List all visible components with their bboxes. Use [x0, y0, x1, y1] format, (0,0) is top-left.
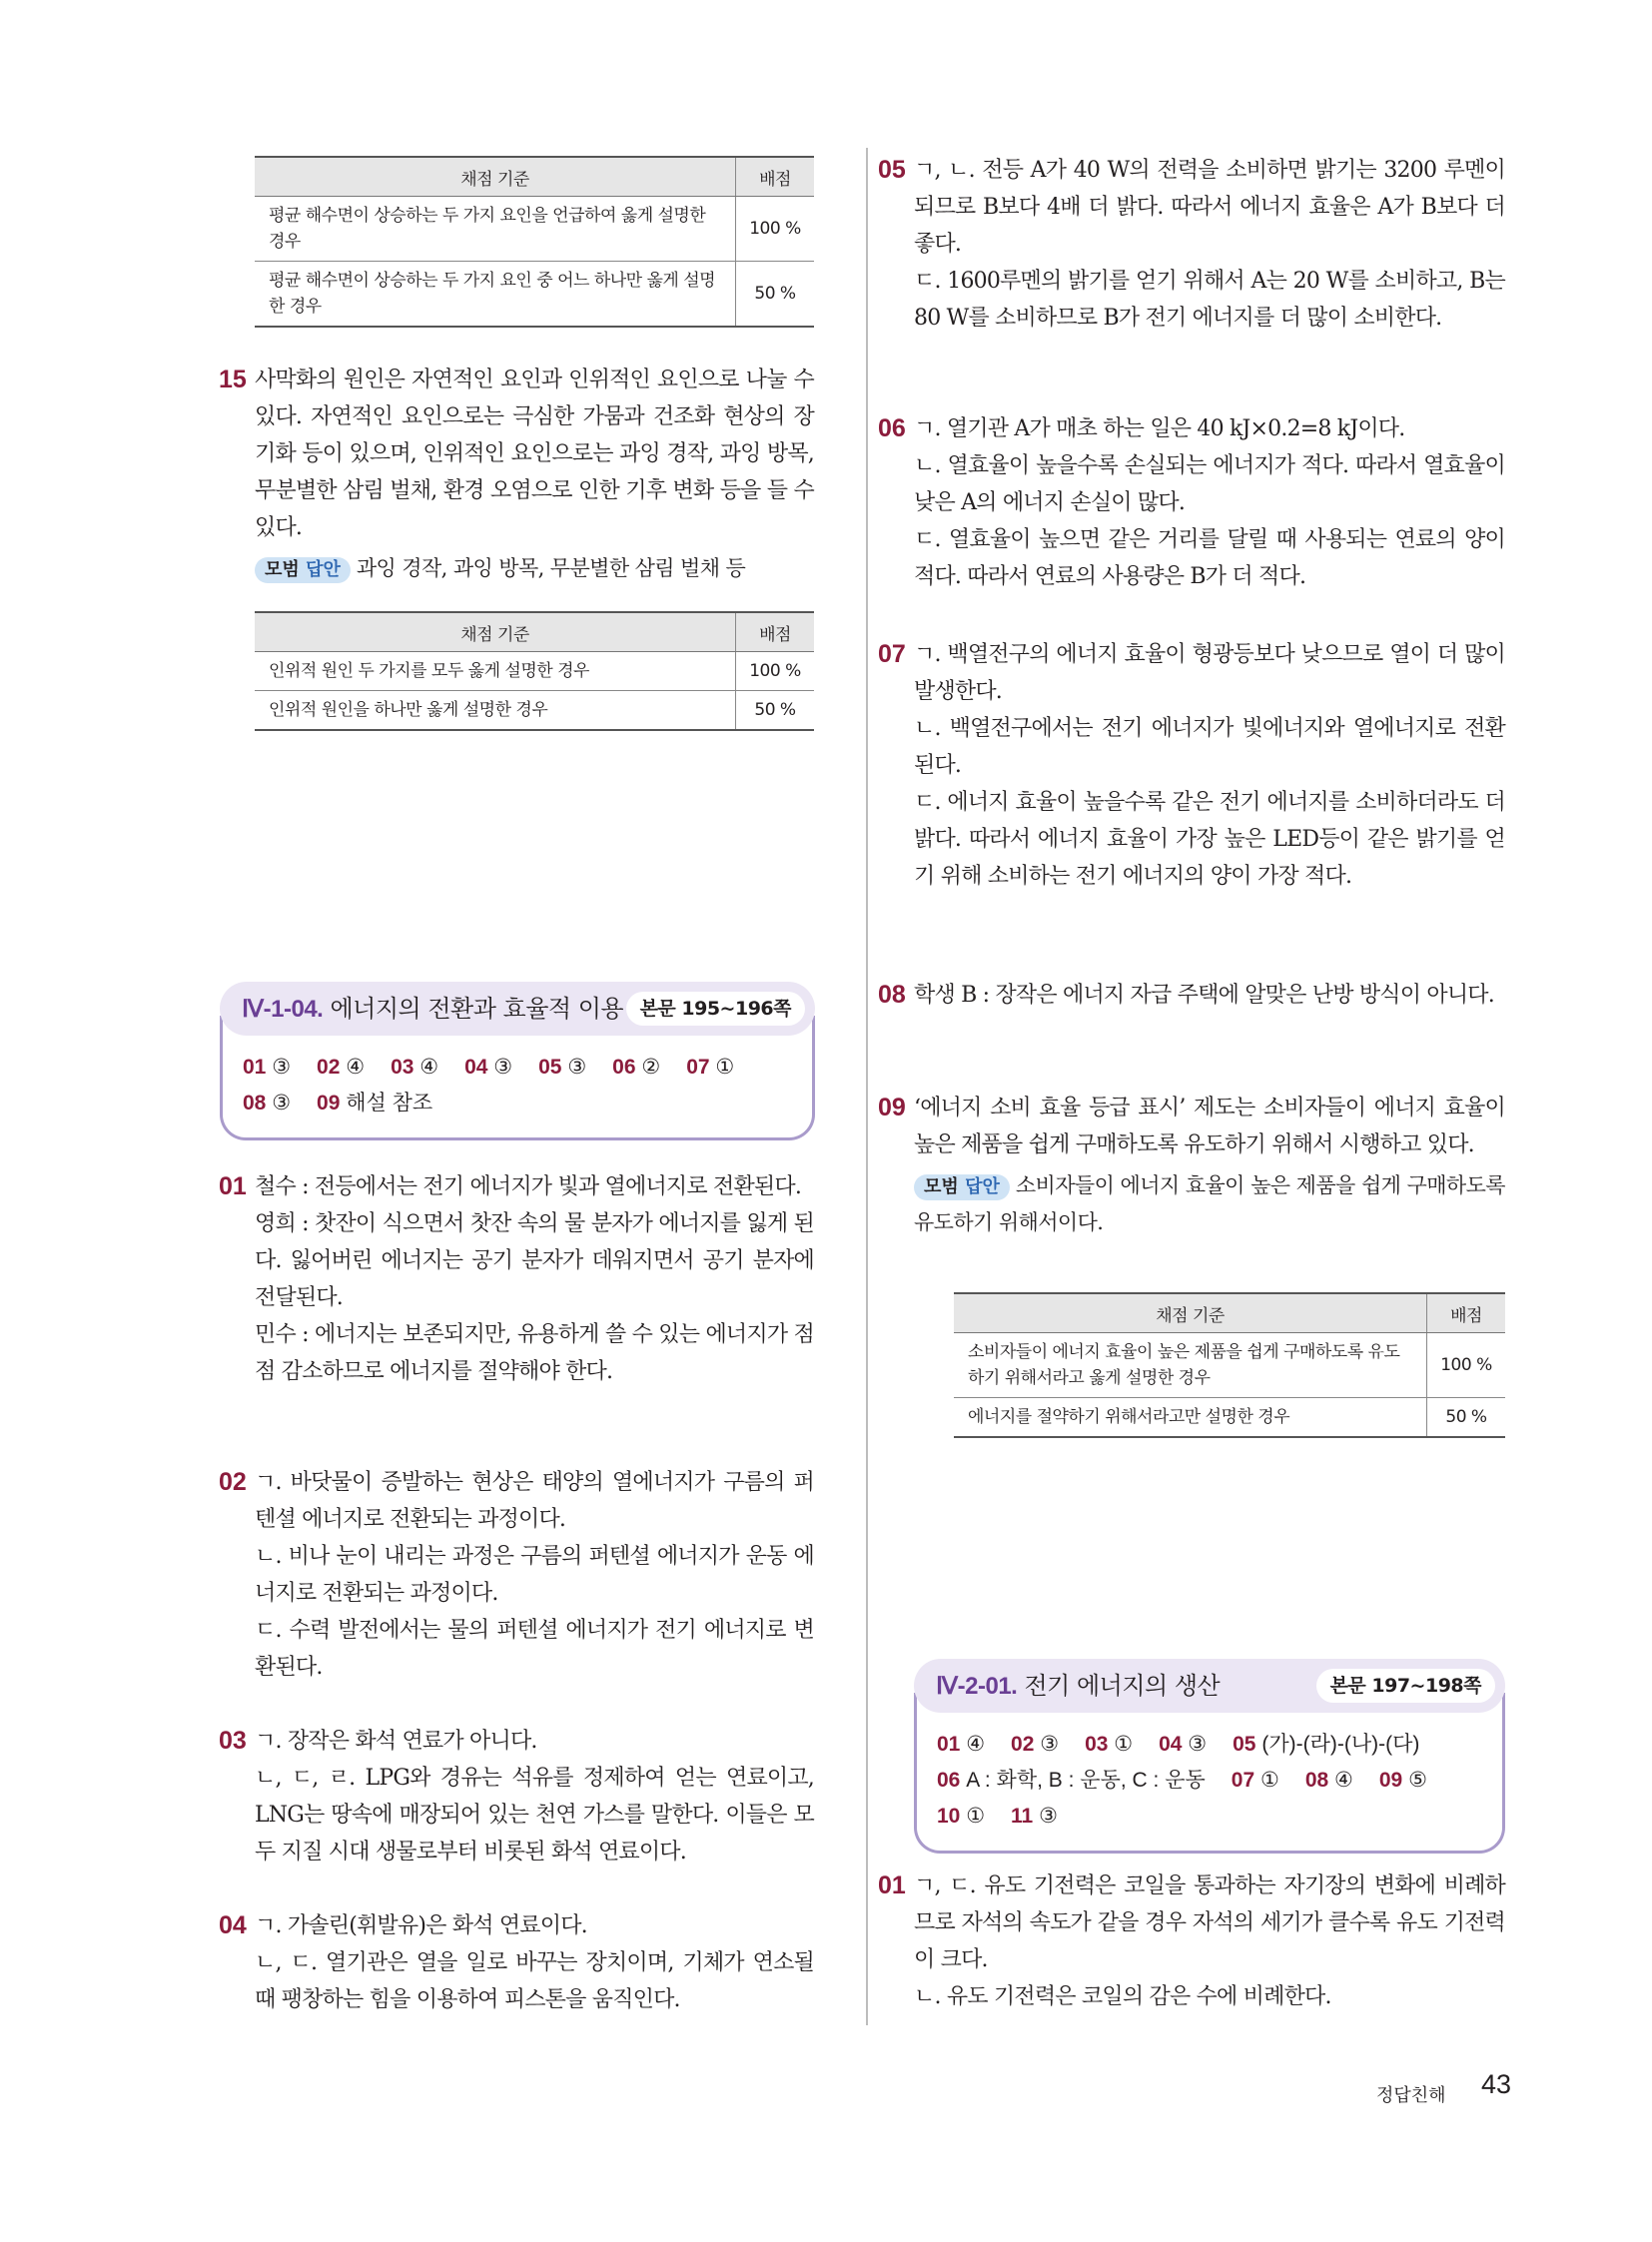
- explanation-line: ㄴ. 유도 기전력은 코일의 감은 수에 비례한다.: [914, 1984, 1331, 2009]
- answer-number: 06: [937, 1769, 967, 1792]
- question-number: 04: [219, 1911, 247, 1939]
- answer-number: 01: [937, 1733, 967, 1756]
- answer-value: ⑤: [1408, 1769, 1427, 1792]
- question-text: 사막화의 원인은 자연적인 요인과 인위적인 요인으로 나눌 수 있다. 자연적인 요인으로는 극심한 가뭄과 건조화 현상의 장기화 등이 있으며, 인위적인 요인으로는 과잉 경작, 과잉 방목, 무분별한 삼림 벌채, 환경 오염으로 인한 기후 변화 등을 들 수 있다.: [255, 368, 814, 540]
- answer-number: 06: [612, 1056, 642, 1079]
- question-08: [878, 977, 1505, 1014]
- answer-value: ①: [1114, 1733, 1134, 1756]
- explanation-line: ㄱ. 바닷물이 증발하는 현상은 태양의 열에너지가 구름의 퍼텐셜 에너지로 전환되는 과정이다.: [255, 1470, 814, 1532]
- answer-number: 09: [1378, 1769, 1409, 1792]
- table-cell-criteria: 평균 해수면이 상승하는 두 가지 요인 중 어느 하나만 옳게 설명한 경우: [255, 262, 736, 328]
- answer-item: [1379, 1763, 1427, 1799]
- scoring-table: [954, 1292, 1505, 1438]
- column-divider: [866, 148, 868, 2025]
- answer-item: [317, 1050, 365, 1086]
- answer-value: ④: [419, 1056, 439, 1079]
- answer-number: 05: [538, 1056, 568, 1079]
- answer-number: 04: [464, 1056, 494, 1079]
- answer-number: 04: [1159, 1733, 1189, 1756]
- question-07: [878, 636, 1505, 895]
- table-header-points: 배점: [736, 157, 815, 197]
- section-title: 에너지의 전환과 효율적 이용: [330, 995, 624, 1023]
- scoring-table: [255, 156, 814, 328]
- answer-item: [1011, 1727, 1059, 1763]
- answer-value: 해설 참조: [346, 1092, 433, 1115]
- answer-item: [686, 1050, 734, 1086]
- table-cell-points: 50 %: [736, 262, 815, 328]
- question-number: 01: [219, 1172, 247, 1200]
- table-header-points: 배점: [1427, 1293, 1506, 1333]
- answer-number: 02: [1011, 1733, 1041, 1756]
- question-number: 02: [219, 1468, 247, 1496]
- section-header: [914, 1659, 1505, 1713]
- table-row: [954, 1333, 1505, 1398]
- answer-item: [1232, 1763, 1279, 1799]
- answer-list: [914, 1693, 1505, 1854]
- model-answer-text: 과잉 경작, 과잉 방목, 무분별한 삼림 벌채 등: [356, 556, 746, 580]
- answer-value: ②: [641, 1056, 661, 1079]
- explanation-line: ㄴ. 비나 눈이 내리는 과정은 구름의 퍼텐셜 에너지가 운동 에너지로 전환되는 과정이다.: [255, 1544, 814, 1606]
- answer-number: 03: [391, 1056, 420, 1079]
- answer-number: 07: [686, 1056, 716, 1079]
- answer-value: ①: [966, 1805, 986, 1828]
- answer-item: [464, 1050, 512, 1086]
- explanation-line: ㄴ. 백열전구에서는 전기 에너지가 빛에너지와 열에너지로 전환된다.: [914, 716, 1505, 778]
- answer-value: ③: [567, 1056, 587, 1079]
- answer-value: ④: [1334, 1769, 1353, 1792]
- explanation-line: ㄱ, ㄴ. 전등 A가 40 W의 전력을 소비하면 밝기는 3200 루멘이 되므로 B보다 4배 더 밝다. 따라서 에너지 효율은 A가 B보다 더 좋다.: [914, 158, 1505, 257]
- question-09: [878, 1090, 1505, 1249]
- table-cell-criteria: 평균 해수면이 상승하는 두 가지 요인을 언급하여 옳게 설명한 경우: [255, 197, 736, 262]
- section-code: Ⅳ-2-01.: [936, 1673, 1018, 1700]
- model-answer: [914, 1167, 1505, 1241]
- answer-item: [1085, 1727, 1133, 1763]
- answer-value: ①: [715, 1056, 735, 1079]
- explanation-line: ㄷ. 1600루멘의 밝기를 얻기 위해서 A는 20 W를 소비하고, B는 80 W를 소비하므로 B가 전기 에너지를 더 많이 소비한다.: [914, 269, 1505, 331]
- answer-number: 09: [317, 1092, 347, 1115]
- table-row: [954, 1398, 1505, 1438]
- table-row: [255, 197, 814, 262]
- answer-value: ④: [346, 1056, 366, 1079]
- explanation-line: ㄷ. 열효율이 높으면 같은 거리를 달릴 때 사용되는 연료의 양이 적다. 따라서 연료의 사용량은 B가 더 적다.: [914, 527, 1505, 589]
- question-number: 03: [219, 1727, 247, 1755]
- explanation-line: ㄱ. 백열전구의 에너지 효율이 형광등보다 낮으므로 열이 더 많이 발생한다.: [914, 642, 1505, 704]
- section-answer-box: [914, 1659, 1505, 1854]
- question-number: 09: [878, 1094, 906, 1121]
- question-01-b: [878, 1868, 1505, 2015]
- explanation-line: ㄱ. 열기관 A가 매초 하는 일은 40 kJ×0.2=8 kJ이다.: [914, 416, 1405, 441]
- scoring-table-14: [255, 156, 814, 328]
- question-number: 15: [219, 366, 247, 393]
- answer-item: [937, 1799, 985, 1835]
- answer-value: ③: [272, 1056, 292, 1079]
- explanation-line: ㄷ. 에너지 효율이 높을수록 같은 전기 에너지를 소비하더라도 더 밝다. 따라서 에너지 효율이 가장 높은 LED등이 같은 밝기를 얻기 위해 소비하는 전기 에너지의 양이 가장 적다.: [914, 790, 1505, 889]
- question-number: 07: [878, 640, 906, 668]
- explanation-line: ㄱ, ㄷ. 유도 기전력은 코일을 통과하는 자기장의 변화에 비례하므로 자석의 속도가 같을 경우 자석의 세기가 클수록 유도 기전력이 크다.: [914, 1873, 1505, 1972]
- answer-value: A : 화학, B : 운동, C : 운동: [966, 1769, 1206, 1792]
- answer-item: [1305, 1763, 1353, 1799]
- answer-number: 07: [1231, 1769, 1260, 1792]
- section-header: [220, 982, 815, 1036]
- question-number: 06: [878, 414, 906, 442]
- answer-number: 10: [937, 1805, 967, 1828]
- question-number: 01: [878, 1871, 906, 1899]
- explanation-line: 학생 B : 장작은 에너지 자급 주택에 알맞은 난방 방식이 아니다.: [914, 983, 1494, 1008]
- answer-item: [1159, 1727, 1207, 1763]
- answer-number: 01: [243, 1056, 273, 1079]
- table-row: [255, 691, 814, 731]
- answer-item: [612, 1050, 660, 1086]
- table-cell-points: 50 %: [736, 691, 815, 731]
- answer-value: ③: [272, 1092, 292, 1115]
- model-answer-badge: 모범 답안: [255, 557, 351, 583]
- explanation-line: ㄷ. 수력 발전에서는 물의 퍼텐셜 에너지가 전기 에너지로 변환된다.: [255, 1618, 814, 1680]
- question-06: [878, 410, 1505, 595]
- table-cell-criteria: 인위적 원인 두 가지를 모두 옳게 설명한 경우: [255, 652, 736, 691]
- footer-book-label: 정답친해: [1376, 2085, 1446, 2106]
- explanation-line: ㄱ. 장작은 화석 연료가 아니다.: [255, 1729, 537, 1754]
- table-header-criteria: 채점 기준: [255, 157, 736, 197]
- answer-value: ①: [1260, 1769, 1279, 1792]
- answer-number: 05: [1233, 1733, 1262, 1756]
- answer-value: ③: [1188, 1733, 1208, 1756]
- page-number: 43: [1481, 2069, 1512, 2099]
- answer-value: ③: [1039, 1805, 1058, 1828]
- question-text: ‘에너지 소비 효율 등급 표시’ 제도는 소비자들이 에너지 효율이 높은 제품을 쉽게 구매하도록 유도하기 위해서 시행하고 있다.: [914, 1096, 1505, 1157]
- answer-number: 08: [243, 1092, 273, 1115]
- section-title: 전기 에너지의 생산: [1024, 1672, 1221, 1700]
- explanation-line: 철수 : 전등에서는 전기 에너지가 빛과 열에너지로 전환된다.: [255, 1174, 802, 1199]
- question-number: 05: [878, 156, 906, 184]
- table-cell-points: 100 %: [736, 652, 815, 691]
- table-cell-points: 100 %: [736, 197, 815, 262]
- scoring-table-15: [255, 611, 814, 731]
- question-03: [219, 1723, 814, 1870]
- answer-item: [243, 1050, 291, 1086]
- answer-value: ③: [1040, 1733, 1060, 1756]
- section-code: Ⅳ-1-04.: [242, 996, 324, 1023]
- question-02: [219, 1464, 814, 1686]
- table-header-criteria: 채점 기준: [954, 1293, 1427, 1333]
- answer-item: [937, 1763, 1206, 1799]
- answer-number: 02: [317, 1056, 347, 1079]
- scoring-table: [255, 611, 814, 731]
- scoring-table-09: [954, 1292, 1505, 1438]
- model-answer-badge: 모범 답안: [914, 1174, 1010, 1200]
- answer-value: (가)-(라)-(나)-(다): [1261, 1733, 1420, 1756]
- question-15: [219, 362, 814, 595]
- answer-value: ③: [493, 1056, 513, 1079]
- answer-item: [937, 1727, 985, 1763]
- question-04: [219, 1907, 814, 2018]
- explanation-line: 영희 : 찻잔이 식으면서 찻잔 속의 물 분자가 에너지를 잃게 된다. 잃어버린 에너지는 공기 분자가 데워지면서 공기 분자에 전달된다.: [255, 1211, 814, 1310]
- table-row: [255, 652, 814, 691]
- answer-item: [1233, 1727, 1419, 1763]
- section-page-ref: 본문 195~196쪽: [626, 992, 805, 1026]
- model-answer-text: 소비자들이 에너지 효율이 높은 제품을 쉽게 구매하도록 유도하기 위해서이다.: [914, 1173, 1505, 1234]
- answer-item: [391, 1050, 438, 1086]
- answer-number: 03: [1085, 1733, 1115, 1756]
- table-cell-points: 50 %: [1427, 1398, 1506, 1438]
- explanation-line: ㄱ. 가솔린(휘발유)은 화석 연료이다.: [255, 1913, 587, 1938]
- explanation-line: 민수 : 에너지는 보존되지만, 유용하게 쓸 수 있는 에너지가 점점 감소하므로 에너지를 절약해야 한다.: [255, 1322, 814, 1384]
- section-answer-box: [220, 982, 815, 1140]
- explanation-line: ㄴ, ㄷ, ㄹ. LPG와 경유는 석유를 정제하여 얻는 연료이고, LNG는 땅속에 매장되어 있는 천연 가스를 말한다. 이들은 모두 지질 시대 생물로부터 비롯된 화석 연료이다.: [255, 1766, 814, 1865]
- table-header-points: 배점: [736, 612, 815, 652]
- answer-item: [317, 1086, 432, 1121]
- table-cell-points: 100 %: [1427, 1333, 1506, 1398]
- table-cell-criteria: 소비자들이 에너지 효율이 높은 제품을 쉽게 구매하도록 유도하기 위해서라고 옳게 설명한 경우: [954, 1333, 1427, 1398]
- explanation-line: ㄴ, ㄷ. 열기관은 열을 일로 바꾸는 장치이며, 기체가 연소될 때 팽창하는 힘을 이용하여 피스톤을 움직인다.: [255, 1950, 814, 2012]
- question-number: 08: [878, 981, 906, 1009]
- table-cell-criteria: 인위적 원인을 하나만 옳게 설명한 경우: [255, 691, 736, 731]
- question-05: [878, 152, 1505, 337]
- table-row: [255, 262, 814, 328]
- table-cell-criteria: 에너지를 절약하기 위해서라고만 설명한 경우: [954, 1398, 1427, 1438]
- answer-value: ④: [966, 1733, 986, 1756]
- question-01: [219, 1168, 814, 1390]
- answer-item: [538, 1050, 586, 1086]
- answer-item: [243, 1086, 291, 1121]
- answer-number: 11: [1011, 1805, 1040, 1828]
- section-page-ref: 본문 197~198쪽: [1316, 1669, 1495, 1703]
- answer-number: 08: [1304, 1769, 1335, 1792]
- answer-item: [1011, 1799, 1058, 1835]
- explanation-line: ㄴ. 열효율이 높을수록 손실되는 에너지가 적다. 따라서 열효율이 낮은 A의 에너지 손실이 많다.: [914, 453, 1505, 515]
- model-answer: [255, 550, 814, 587]
- table-header-criteria: 채점 기준: [255, 612, 736, 652]
